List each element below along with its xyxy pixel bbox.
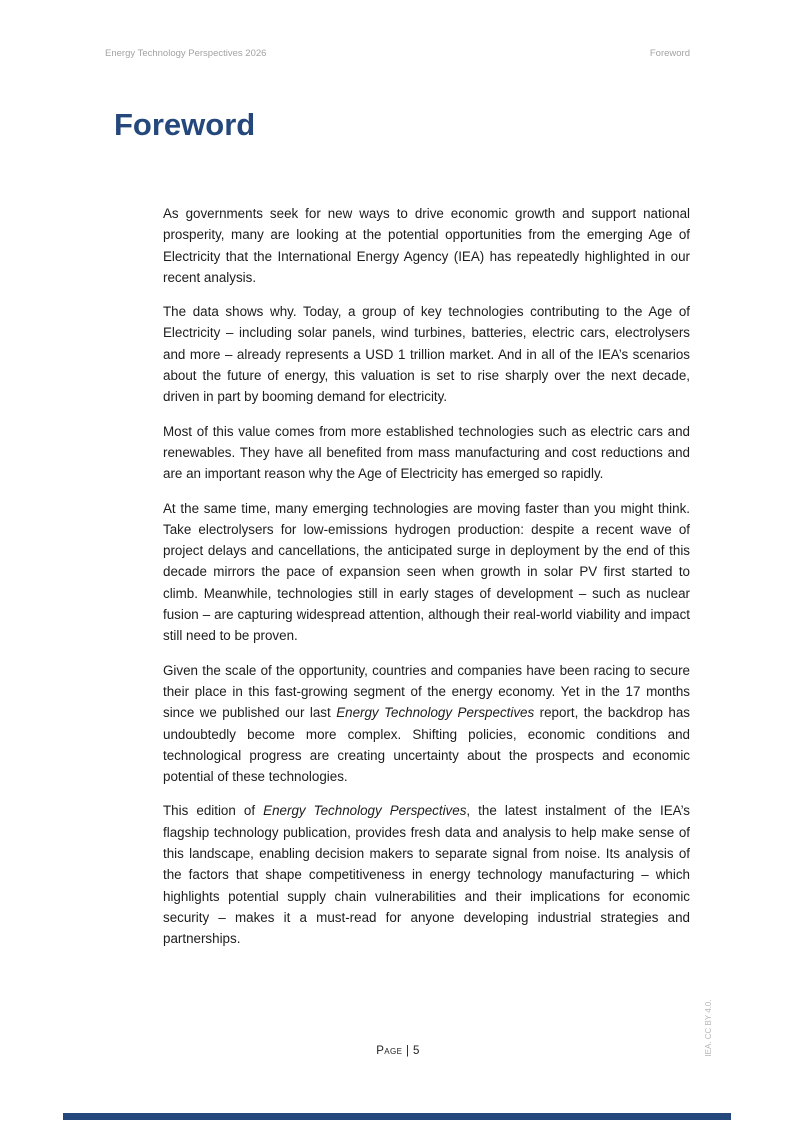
report-title-emphasis: Energy Technology Perspectives [263, 803, 467, 819]
paragraph-text: Given the scale of the opportunity, countries and companies have been racing to secure their place in this fast-growing segment of the energy economy. Yet in the 17 months since we published our last [163, 662, 690, 721]
paragraph-text: At the same time, many emerging technologies are moving faster than you might think. Take electrolysers for low-emissions hydrogen production: despite a recent wave of project delays and cancellations, the anticipated surge in deployment by the end of this decade mirrors the pace of expansion seen when growth in solar PV first started to climb. Meanwhile, technologies still in early stages of development – such as nuclear fusion – are capturing widespread attention, although their real-world viability and impact still need to be proven. [163, 500, 690, 644]
paragraph [163, 800, 690, 949]
running-header-right: Foreword [649, 48, 690, 59]
paragraph-text: The data shows why. Today, a group of key technologies contributing to the Age of Electricity – including solar panels, wind turbines, batteries, electric cars, electrolysers and more – already represents a USD 1 trillion market. And in all of the IEA’s scenarios about the future of energy, this valuation is set to rise sharply over the next decade, driven in part by booming demand for electricity. [163, 304, 690, 405]
paragraph [163, 498, 690, 647]
paragraph [163, 203, 690, 288]
paragraph [163, 421, 690, 485]
paragraph-text: report, the backdrop has undoubtedly become more complex. Shifting policies, economic conditions and technological progress are creating uncertainty about the prospects and economic potential of these technologies. [163, 705, 691, 785]
paragraph-text: As governments seek for new ways to drive economic growth and support national prosperity, many are looking at the potential opportunities from the emerging Age of Electricity that the International Energy Agency (IEA) has repeatedly highlighted in our recent analysis. [163, 206, 690, 285]
page-title: Foreword [114, 107, 256, 142]
running-header-left: Energy Technology Perspectives 2026 [105, 48, 267, 59]
report-title-emphasis: Energy Technology Perspectives [336, 705, 535, 721]
page-number: Page | 5 [376, 1045, 420, 1057]
running-header [105, 48, 690, 59]
footer-accent-bar [63, 1113, 731, 1120]
paragraph [163, 660, 690, 788]
copyright-note: IEA. CC BY 4.0. [704, 999, 713, 1057]
paragraph-text: , the latest instalment of the IEA’s flagship technology publication, provides fresh data and analysis to help make sense of this landscape, enabling decision makers to separate signal from noise. Its analysis of the factors that shape competitiveness in energy technology manufacturing – which highlights potential supply chain vulnerabilities and their implications for economic security – makes it a must-read for anyone developing industrial strategies and partnerships. [163, 803, 690, 947]
paragraph-text: Most of this value comes from more established technologies such as electric cars and renewables. They have all benefited from mass manufacturing and cost reductions and are an important reason why the Age of Electricity has emerged so rapidly. [163, 423, 690, 482]
paragraph [163, 301, 690, 407]
article-body [163, 203, 690, 963]
paragraph-text: This edition of [163, 803, 264, 819]
